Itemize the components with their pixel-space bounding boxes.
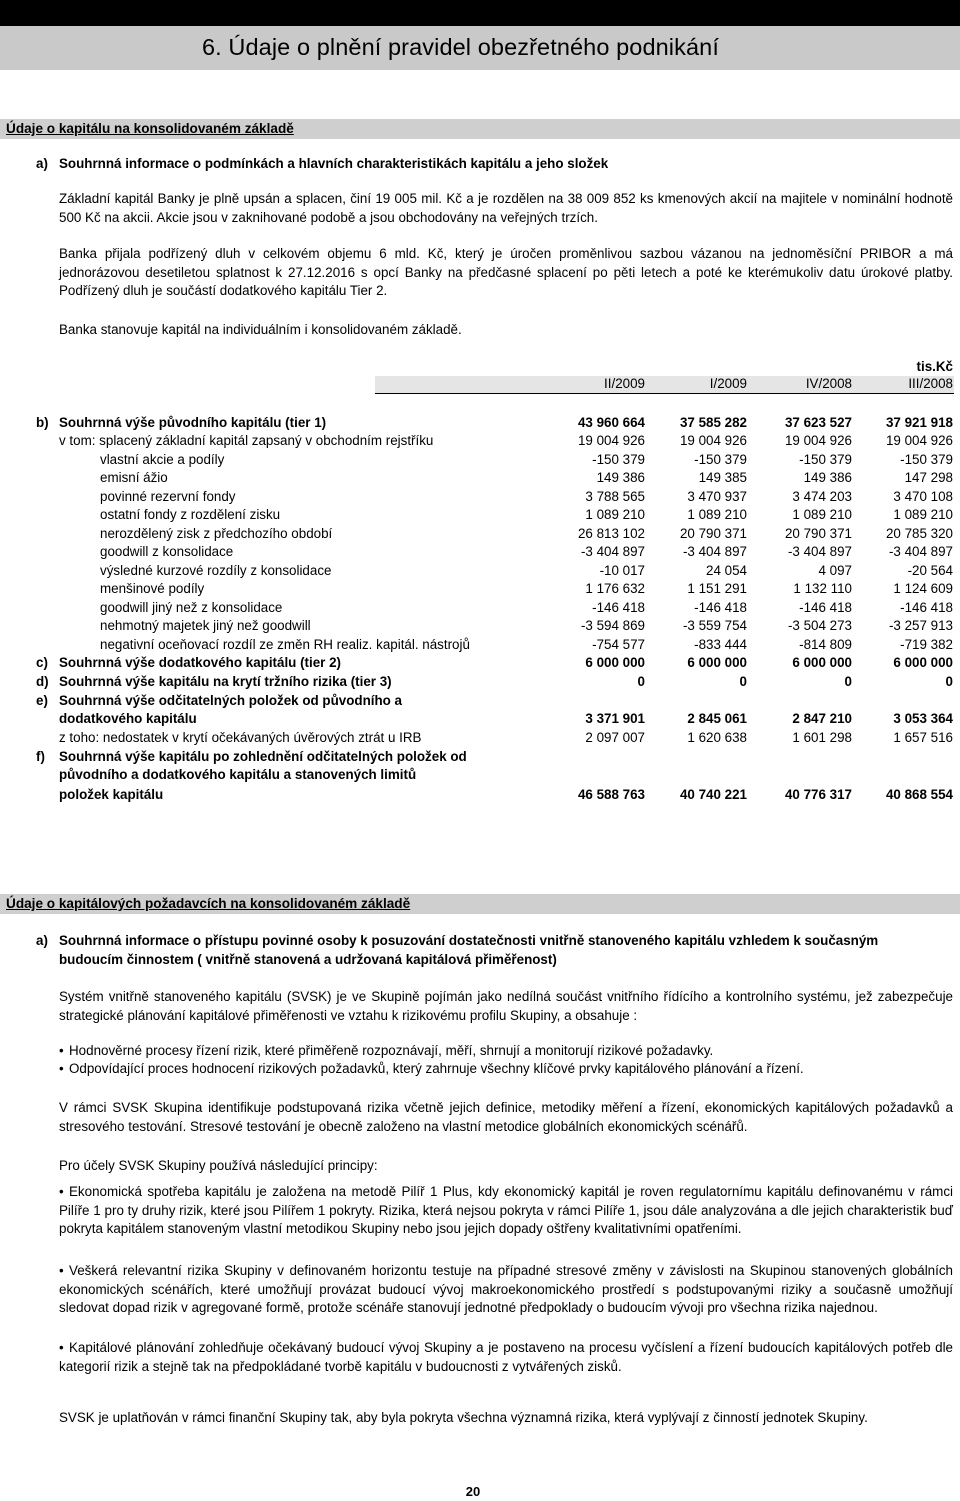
- row-value: 20 790 371: [679, 526, 747, 541]
- row-value: 3 470 937: [687, 489, 747, 504]
- item-a-title-line1: Souhrnná informace o přístupu povinné osoby k posuzování dostatečnosti vnitřně stanoveného kapitálu vzhledem k současným: [59, 933, 879, 948]
- item-a-label: a): [36, 933, 48, 948]
- row-value: -150 379: [694, 452, 747, 467]
- row-value: 6 000 000: [893, 655, 953, 670]
- row-label: nerozdělený zisk z předchozího období: [100, 526, 333, 541]
- row-value: 1 657 516: [893, 730, 953, 745]
- row-label: Souhrnná výše dodatkového kapitálu (tier 2): [59, 655, 342, 670]
- item-a-label: a): [36, 156, 48, 171]
- row-value: -146 418: [799, 600, 852, 615]
- row-value: -146 418: [900, 600, 953, 615]
- row-value: 1 151 291: [687, 581, 747, 596]
- table-row: [0, 636, 960, 654]
- table-row: [0, 617, 960, 635]
- bullet-text: Kapitálové plánování zohledňuje očekávaný budoucí vývoj Skupiny a je postaveno na procesu vyčíslení a řízení budoucích kapitálových potřeb dle kategorií rizik a stejně tak na předpokládané tvorbě kapitálu v budoucnosti z vytvářených zisků.: [59, 1340, 953, 1374]
- row-value: -150 379: [900, 452, 953, 467]
- row-value: -3 257 913: [888, 618, 953, 633]
- row-label: z toho: nedostatek v krytí očekávaných úvěrových ztrát u IRB: [59, 730, 422, 745]
- row-label: položek kapitálu: [59, 787, 164, 802]
- row-value: 37 623 527: [784, 415, 852, 430]
- row-value: 43 960 664: [577, 415, 645, 430]
- row-value: 37 921 918: [885, 415, 953, 430]
- row-label: menšinové podíly: [100, 581, 205, 596]
- row-label: nehmotný majetek jiný než goodwill: [100, 618, 311, 633]
- row-value: -833 444: [694, 637, 747, 652]
- table-row: [0, 543, 960, 561]
- paragraph-share-capital: Základní kapitál Banky je plně upsán a splacen, činí 19 005 mil. Kč a je rozdělen na 38 009 852 ks kmenových akcií na majitele v nominální hodnotě 500 Kč na akcii. Akcie jsou v zaknihované podobě a jsou obchodovány na veřejných trzích.: [59, 191, 953, 225]
- bullet-item: • Veškerá relevantní rizika Skupiny v definovaném horizontu testuje na případné stresové změny v závislosti na Skupinou stanovených globálních ekonomických scénářích, které umožňují provázat budoucí vývoj makroekonomického prostředí s podstupovanými riziky a současně umožňují sledovat dopad rizik v agregované formě, protože scénáře stanovují jednotné předpoklady o budoucím vývoji pro všechna rizika najednou.: [59, 1262, 953, 1318]
- table-row: [0, 488, 960, 506]
- paragraph-svsk-scope: SVSK je uplatňován v rámci finanční Skupiny tak, aby byla pokryta všechna významná rizika, která vyplývají z činností jednotek Skupiny.: [59, 1410, 868, 1425]
- row-value: 147 298: [904, 470, 953, 485]
- row-label: Souhrnná výše odčitatelných položek od původního a: [59, 693, 402, 708]
- row-value: -10 017: [599, 563, 645, 578]
- table-row: [0, 525, 960, 543]
- row-value: 40 868 554: [885, 787, 953, 802]
- row-value: 6 000 000: [687, 655, 747, 670]
- table-row: [0, 562, 960, 580]
- page-number: 20: [465, 1484, 481, 1499]
- table-row: [0, 580, 960, 598]
- row-value: -3 404 897: [787, 544, 852, 559]
- row-value: 19 004 926: [885, 433, 953, 448]
- bullet-text: Odpovídající proces hodnocení rizikových požadavků, který zahrnuje všechny klíčové prvky kapitálového plánování a řízení.: [69, 1061, 804, 1076]
- table-row: [0, 692, 960, 710]
- table-row: [0, 654, 960, 672]
- row-label: povinné rezervní fondy: [100, 489, 236, 504]
- row-label: ostatní fondy z rozdělení zisku: [100, 507, 281, 522]
- row-value: 2 847 210: [792, 711, 852, 726]
- bullet-text: Ekonomická spotřeba kapitálu je založena na metodě Pilíř 1 Plus, kdy ekonomický kapitál je roven regulatornímu kapitálu definovanému v rámci Pilíře 1 pro ty druhy rizik, které jsou Pilířem 1 pokryty. Rizika, která nejsou pokryta v rámci Pilíře 1, jsou dále analyzována a dle jejich charakteristik buď pokryta kapitálem stanoveným vlastní metodikou Skupiny nebo jsou jejich dopady oštřeny kvalitativními opatřeními.: [59, 1184, 953, 1236]
- table-row: [0, 786, 960, 804]
- row-label: v tom: splacený základní kapitál zapsaný v obchodním rejstříku: [59, 433, 434, 448]
- table-row: [0, 414, 960, 432]
- row-value: 0: [637, 674, 645, 689]
- row-value: 1 132 110: [793, 581, 852, 596]
- row-value: 149 385: [698, 470, 747, 485]
- row-label: negativní oceňovací rozdíl ze změn RH realiz. kapitál. nástrojů: [100, 637, 470, 652]
- row-value: 46 588 763: [577, 787, 645, 802]
- table-row: [0, 748, 960, 766]
- row-prefix: c): [36, 655, 48, 670]
- bullet-item: • Ekonomická spotřeba kapitálu je založena na metodě Pilíř 1 Plus, kdy ekonomický kapitál je roven regulatornímu kapitálu definovanému v rámci Pilíře 1 pro ty druhy rizik, které jsou Pilířem 1 pokryty. Rizika, která nejsou pokryta v rámci Pilíře 1, jsou dále analyzována a dle jejich charakteristik buď pokryta kapitálem stanoveným vlastní metodikou Skupiny nebo jsou jejich dopady oštřeny kvalitativními opatřeními.: [59, 1183, 953, 1239]
- row-value: 2 845 061: [687, 711, 747, 726]
- row-value: 1 620 638: [687, 730, 747, 745]
- row-prefix: e): [36, 693, 48, 708]
- row-value: -814 809: [799, 637, 852, 652]
- column-header: III/2008: [908, 376, 953, 391]
- table-row: [0, 451, 960, 469]
- row-value: 20 790 371: [784, 526, 852, 541]
- row-value: 1 601 298: [792, 730, 852, 745]
- row-value: 6 000 000: [792, 655, 852, 670]
- row-value: 4 097: [818, 563, 852, 578]
- row-value: 40 776 317: [784, 787, 852, 802]
- row-value: -146 418: [592, 600, 645, 615]
- row-value: 3 470 108: [893, 489, 953, 504]
- row-label: dodatkového kapitálu: [59, 711, 197, 726]
- bullet-item: • Odpovídající proces hodnocení rizikových požadavků, který zahrnuje všechny klíčové prvky kapitálového plánování a řízení.: [59, 1060, 953, 1079]
- table-row: [0, 710, 960, 728]
- bullet-text: Hodnověrné procesy řízení rizik, které přiměřeně rozpoznávají, měří, shrnují a monitorují rizikové požadavky.: [69, 1043, 714, 1058]
- row-label: Souhrnná výše původního kapitálu (tier 1): [59, 415, 327, 430]
- row-value: 26 813 102: [577, 526, 645, 541]
- row-value: 2 097 007: [585, 730, 645, 745]
- row-value: 1 089 210: [687, 507, 747, 522]
- row-value: 1 176 632: [585, 581, 645, 596]
- column-header: I/2009: [709, 376, 747, 391]
- table-row: [0, 599, 960, 617]
- row-value: 19 004 926: [577, 433, 645, 448]
- row-value: 20 785 320: [885, 526, 953, 541]
- row-label: Souhrnná výše kapitálu na krytí tržního rizika (tier 3): [59, 674, 392, 689]
- row-value: 19 004 926: [784, 433, 852, 448]
- row-label: goodwill jiný než z konsolidace: [100, 600, 283, 615]
- row-value: 1 089 210: [893, 507, 953, 522]
- paragraph-subordinated-debt: Banka přijala podřízený dluh v celkovém objemu 6 mld. Kč, který je úročen proměnlivou sazbou vázanou na jednoměsíční PRIBOR a má jednorázovou desetiletou splatnost k 27.12.2016 s opcí Banky na předčasné splacení po pěti letech a poté ke kterémukoliv datu úrokové platby. Podřízený dluh je součástí dodatkového kapitálu Tier 2.: [59, 246, 953, 298]
- bullet-item: • Hodnověrné procesy řízení rizik, které přiměřeně rozpoznávají, měří, shrnují a monitorují rizikové požadavky.: [59, 1042, 953, 1061]
- row-value: 0: [945, 674, 953, 689]
- title-bar: [0, 0, 960, 70]
- bullet-text: Veškerá relevantní rizika Skupiny v definovaném horizontu testuje na případné stresové změny v závislosti na Skupinou stanovených globálních ekonomických scénářích, které umožňují provázat budoucí vývoj makroekonomického prostředí s podstupovanými riziky a současně umožňují sledovat dopad rizik v agregované formě, protože scénáře stanovují jednotné předpoklady o budoucím vývoji pro všechna rizika najednou.: [59, 1263, 953, 1315]
- row-prefix: b): [36, 415, 49, 430]
- item-a-title: Souhrnná informace o podmínkách a hlavních charakteristikách kapitálu a jeho složek: [59, 156, 609, 171]
- table-row: [0, 766, 960, 784]
- row-label: původního a dodatkového kapitálu a stanovených limitů: [59, 767, 417, 782]
- row-value: -3 504 273: [787, 618, 852, 633]
- table-header-rule: [375, 393, 954, 394]
- row-value: -150 379: [592, 452, 645, 467]
- row-value: -150 379: [799, 452, 852, 467]
- row-value: 24 054: [706, 563, 747, 578]
- row-value: 3 474 203: [792, 489, 852, 504]
- row-value: -20 564: [907, 563, 953, 578]
- row-value: -3 594 869: [580, 618, 645, 633]
- item-a-title-line2: budoucím činnostem ( vnitřně stanovená a udržovaná kapitálová přiměřenost): [59, 952, 557, 967]
- row-value: 3 788 565: [585, 489, 645, 504]
- row-value: -3 404 897: [888, 544, 953, 559]
- row-value: 1 089 210: [792, 507, 852, 522]
- row-prefix: d): [36, 674, 49, 689]
- row-value: 6 000 000: [585, 655, 645, 670]
- row-prefix: f): [36, 749, 45, 764]
- section-heading-requirements: [0, 894, 960, 914]
- paragraph-risk-identification: V rámci SVSK Skupina identifikuje podstupovaná rizika včetně jejich definice, metodiky měření a řízení, ekonomických kapitálových požadavků a stresového testování. Stresové testování je obecně založeno na vlastní metodice globálních ekonomických scénářů.: [59, 1100, 953, 1134]
- row-value: 37 585 282: [679, 415, 747, 430]
- table-row: [0, 506, 960, 524]
- bullet-item: • Kapitálové plánování zohledňuje očekávaný budoucí vývoj Skupiny a je postaveno na procesu vyčíslení a řízení budoucích kapitálových potřeb dle kategorií rizik a stejně tak na předpokládané tvorbě kapitálu v budoucnosti z vytvářených zisků.: [59, 1339, 953, 1376]
- row-value: 40 740 221: [679, 787, 747, 802]
- row-value: 149 386: [803, 470, 852, 485]
- row-value: 0: [844, 674, 852, 689]
- table-row: [0, 432, 960, 450]
- row-value: 1 124 609: [893, 581, 953, 596]
- row-value: -146 418: [694, 600, 747, 615]
- row-label: Souhrnná výše kapitálu po zohlednění odčitatelných položek od: [59, 749, 467, 764]
- row-value: 19 004 926: [679, 433, 747, 448]
- row-value: 1 089 210: [585, 507, 645, 522]
- table-row: [0, 469, 960, 487]
- row-value: -3 559 754: [682, 618, 747, 633]
- section-heading-text: Údaje o kapitálu na konsolidovaném základě: [6, 121, 294, 136]
- column-header: IV/2008: [805, 376, 852, 391]
- unit-label: tis.Kč: [916, 359, 953, 374]
- section-heading-capital: [0, 119, 960, 139]
- row-label: vlastní akcie a podíly: [100, 452, 225, 467]
- paragraph-svsk-system: Systém vnitřně stanoveného kapitálu (SVSK) je ve Skupině pojímán jako nedílná součást vnitřního řídícího a kontrolního systému, jež zabezpečuje strategické plánování kapitálové přiměřenosti ve vztahu k rizikovému profilu Skupiny, a obsahuje :: [59, 989, 953, 1023]
- page-title: 6. Údaje o plnění pravidel obezřetného podnikání: [202, 34, 719, 60]
- row-value: -3 404 897: [580, 544, 645, 559]
- table-row: [0, 729, 960, 747]
- row-value: 0: [739, 674, 747, 689]
- row-value: -754 577: [592, 637, 645, 652]
- row-value: -719 382: [900, 637, 953, 652]
- column-header: II/2009: [604, 376, 645, 391]
- section-heading-text: Údaje o kapitálových požadavcích na konsolidovaném základě: [6, 896, 411, 911]
- row-value: 3 371 901: [585, 711, 645, 726]
- row-label: emisní ážio: [100, 470, 168, 485]
- row-label: goodwill z konsolidace: [100, 544, 234, 559]
- paragraph-basis: Banka stanovuje kapitál na individuálním i konsolidovaném základě.: [59, 322, 462, 337]
- row-value: 149 386: [596, 470, 645, 485]
- table-row: [0, 673, 960, 691]
- row-value: -3 404 897: [682, 544, 747, 559]
- row-label: výsledné kurzové rozdíly z konsolidace: [100, 563, 332, 578]
- paragraph-principles-intro: Pro účely SVSK Skupiny používá následující principy:: [59, 1158, 378, 1173]
- row-value: 3 053 364: [893, 711, 953, 726]
